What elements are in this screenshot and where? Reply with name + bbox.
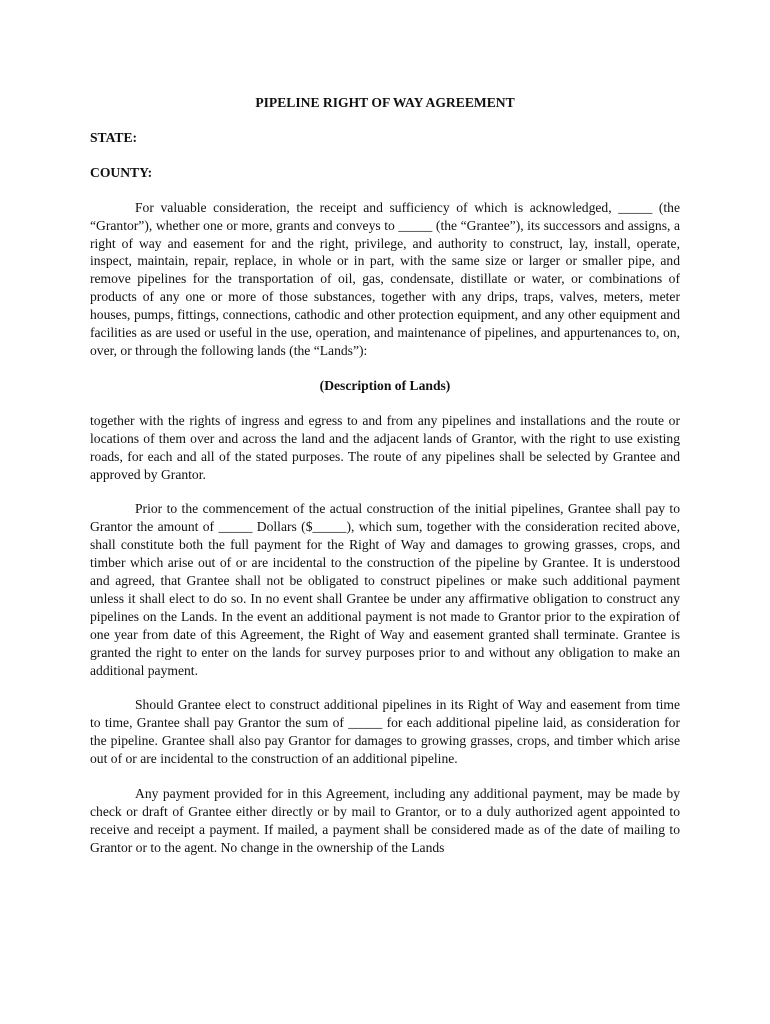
ingress-egress-paragraph: together with the rights of ingress and egress to and from any pipelines and installations and the route or locations of them over and across the land and the adjacent lands of Grantor, with the right to use existing roads, for each and all of the stated purposes. The route of any pipelines shall be selected by Grantee and approved by Grantor. xyxy=(90,412,680,482)
grant-paragraph: For valuable consideration, the receipt and sufficiency of which is acknowledged, _____ (the “Grantor”), whether one or more, grants and conveys to _____ (the “Grantee”), its successors and assigns, a right of way and easement for and the right, privilege, and authority to construct, lay, install, operate, inspect, maintain, repair, replace, in whole or in part, with the same size or larger or smaller pipe, and remove pipelines for the transportation of oil, gas, condensate, distillate or water, or combinations of products of any one or more of those substances, together with any drips, traps, valves, meters, meter houses, pumps, fittings, connections, cathodic and other protection equipment, and any other equipment and facilities as are used or useful in the use, operation, and maintenance of pipelines, and appurtenances to, on, over, or through the following lands (the “Lands”): xyxy=(90,199,680,358)
document-title: PIPELINE RIGHT OF WAY AGREEMENT xyxy=(255,95,515,110)
additional-pipelines-paragraph: Should Grantee elect to construct additional pipelines in its Right of Way and easement from time to time, Grantee shall pay Grantor the sum of _____ for each additional pipeline laid, as consideration for the pipeline. Grantee shall also pay Grantor for damages to growing grasses, crops, and timber which arise out of or are incidental to the construction of an additional pipeline. xyxy=(90,697,680,767)
county-label: COUNTY: xyxy=(90,164,153,180)
document-body xyxy=(90,94,680,874)
payment-paragraph: Prior to the commencement of the actual construction of the initial pipelines, Grantee shall pay to Grantor the amount of _____ Dollars ($_____), which sum, together with the consideration recited above, shall constitute both the full payment for the Right of Way and damages to growing grasses, crops, and timber which arise out of or are incidental to the construction of the pipeline by Grantee. It is understood and agreed, that Grantee shall not be obligated to construct pipelines or make such additional payment unless it shall elect to do so. In no event shall Grantee be under any affirmative obligation to construct any pipelines on the Lands. In the event an additional payment is not made to Grantor prior to the expiration of one year from date of this Agreement, the Right of Way and easement granted shall terminate. Grantee is granted the right to enter on the lands for survey purposes prior to and without any obligation to make an additional payment. xyxy=(90,501,680,678)
description-of-lands: (Description of Lands) xyxy=(319,377,451,393)
payment-method-paragraph: Any payment provided for in this Agreement, including any additional payment, may be made by check or draft of Grantee either directly or by mail to Grantor, or to a duly authorized agent appointed to receive and receipt a payment. If mailed, a payment shall be considered made as of the date of mailing to Grantor or to the agent. No change in the ownership of the Lands xyxy=(90,786,680,855)
state-label: STATE: xyxy=(90,129,138,145)
